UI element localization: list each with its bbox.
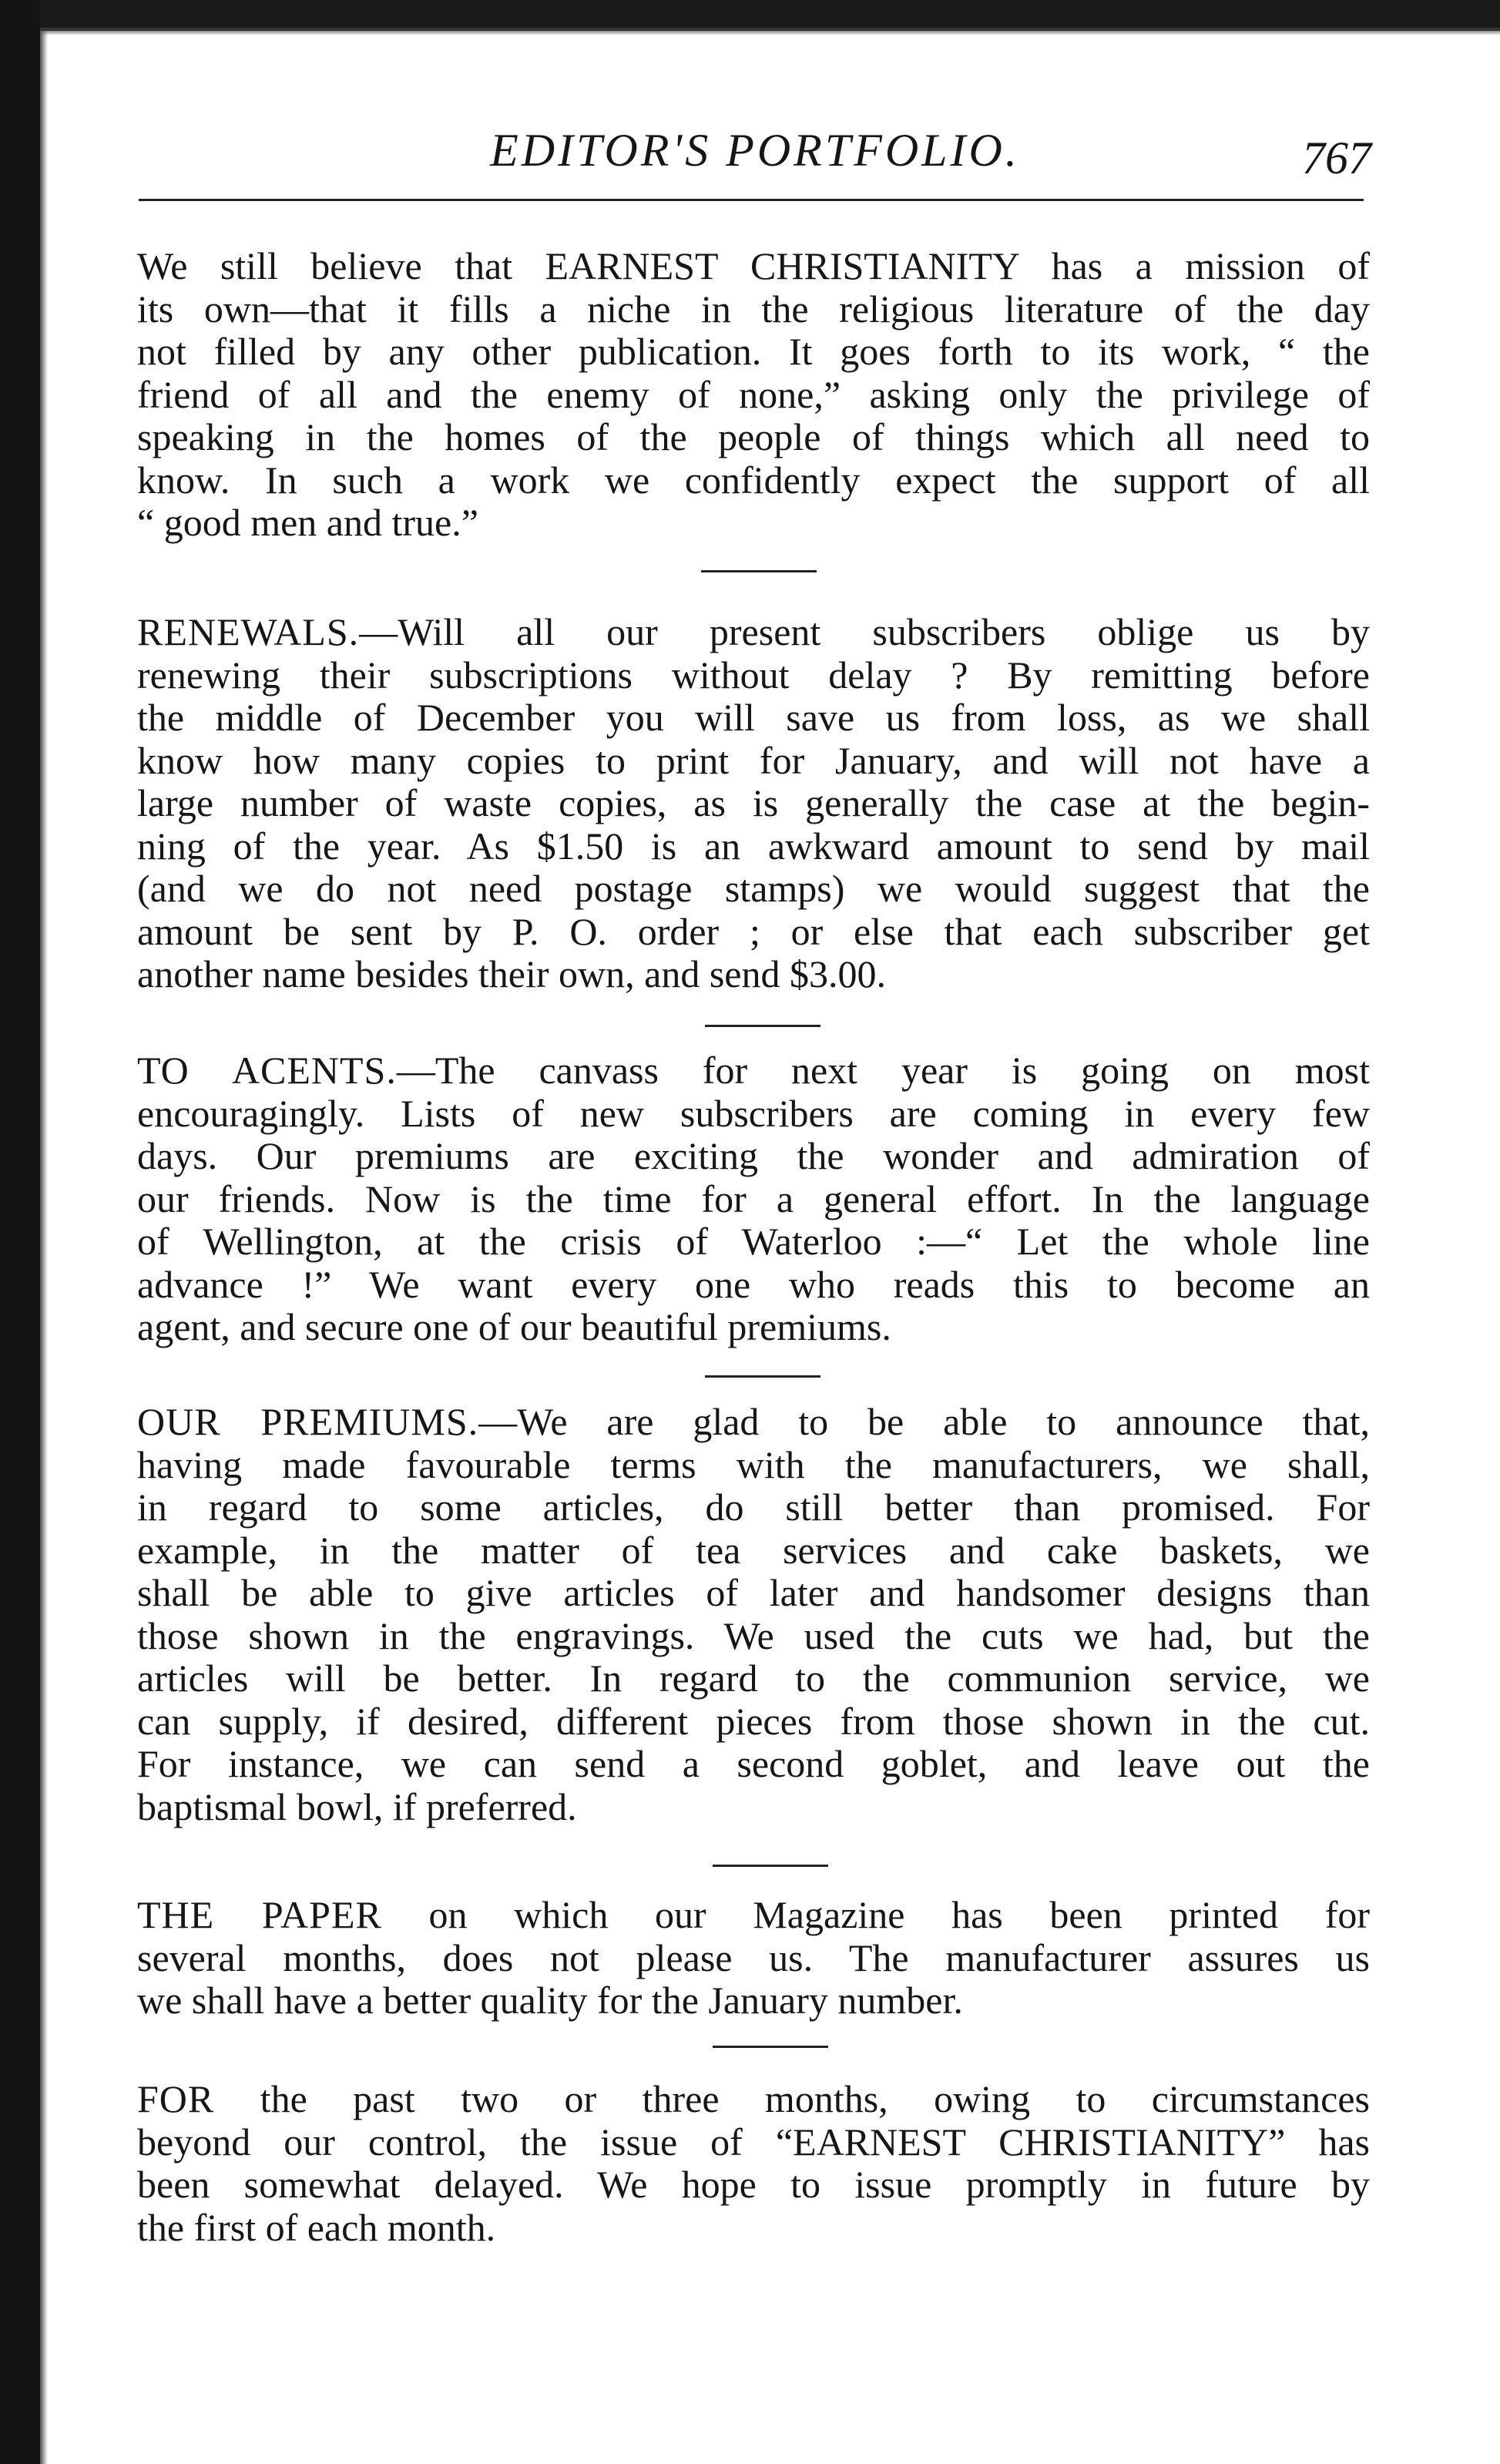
text-line: we shall have a better quality for the January number. bbox=[137, 1979, 963, 2022]
page-number: 767 bbox=[1302, 133, 1371, 183]
text-line: days. Our premiums are exciting the wonder and admiration of bbox=[137, 1134, 1370, 1177]
section-heading: OUR PREMIUMS. bbox=[137, 1400, 479, 1443]
text-line: those shown in the engravings. We used the cuts we had, but the bbox=[137, 1613, 1370, 1657]
text-line: example, in the matter of tea services and cake baskets, we bbox=[137, 1528, 1370, 1572]
text-line: FOR the past two or three months, owing to circumstances bbox=[137, 2077, 1370, 2120]
text-line: speaking in the homes of the people of things which all need to bbox=[137, 415, 1370, 458]
text-line: RENEWALS.—Will all our present subscribers oblige us by bbox=[137, 610, 1370, 653]
text-line: shall be able to give articles of later and handsomer designs than bbox=[137, 1571, 1370, 1614]
text-line: know how many copies to print for January, and will not have a bbox=[137, 738, 1370, 782]
scan-left-border bbox=[0, 0, 40, 2464]
text-line: of Wellington, at the crisis of Waterloo :—“ Let the whole line bbox=[137, 1220, 1370, 1263]
section-divider bbox=[705, 1375, 820, 1378]
paragraph-paper bbox=[137, 1894, 1370, 2023]
text-line: We still believe that EARNEST CHRISTIANITY has a mission of bbox=[137, 244, 1370, 287]
text-line: agent, and secure one of our beautiful premiums. bbox=[137, 1305, 891, 1348]
text-line: TO ACENTS.—The canvass for next year is going on most bbox=[137, 1049, 1370, 1092]
header-rule bbox=[139, 199, 1364, 201]
text-line: “ good men and true.” bbox=[137, 501, 478, 544]
paragraph-mission bbox=[137, 245, 1370, 545]
text-line: not filled by any other publication. It goes forth to its work, “ the bbox=[137, 330, 1370, 373]
text-line: in regard to some articles, do still better than promised. For bbox=[137, 1485, 1370, 1529]
paragraph-premiums bbox=[137, 1401, 1370, 1828]
text-line: ning of the year. As $1.50 is an awkward amount to send by mail bbox=[137, 824, 1370, 868]
section-divider bbox=[713, 1865, 828, 1867]
text-line: amount be sent by P. O. order ; or else that each subscriber get bbox=[137, 909, 1370, 953]
text-line: beyond our control, the issue of “EARNEST CHRISTIANITY” has bbox=[137, 2120, 1370, 2164]
section-heading: TO ACENTS. bbox=[137, 1049, 397, 1092]
text-line: THE PAPER on which our Magazine has been printed for bbox=[137, 1893, 1370, 1936]
section-heading: THE PAPER bbox=[137, 1893, 382, 1936]
text-line: articles will be better. In regard to the communion service, we bbox=[137, 1657, 1370, 1700]
page-header bbox=[139, 116, 1371, 185]
text-line: can supply, if desired, different pieces from those shown in the cut. bbox=[137, 1699, 1370, 1743]
text-line: (and we do not need postage stamps) we would suggest that the bbox=[137, 867, 1370, 910]
text-line: renewing their subscriptions without delay ? By remitting before bbox=[137, 653, 1370, 697]
section-heading: FOR bbox=[137, 2077, 215, 2120]
paragraph-renewals bbox=[137, 611, 1370, 996]
paragraph-agents bbox=[137, 1049, 1370, 1349]
paragraph-delay bbox=[137, 2078, 1370, 2249]
text-line: baptismal bowl, if preferred. bbox=[137, 1784, 577, 1828]
text-line: several months, does not please us. The manufacturer assures us bbox=[137, 1935, 1370, 1979]
text-line: For instance, we can send a second goblet, and leave out the bbox=[137, 1742, 1370, 1785]
text-line: our friends. Now is the time for a general effort. In the language bbox=[137, 1177, 1370, 1220]
scan-left-shadow bbox=[40, 31, 48, 2464]
text-line: its own—that it fills a niche in the religious literature of the day bbox=[137, 287, 1370, 331]
section-divider bbox=[705, 1025, 820, 1027]
section-heading: RENEWALS. bbox=[137, 610, 360, 653]
text-line: the first of each month. bbox=[137, 2205, 496, 2249]
text-line: OUR PREMIUMS.—We are glad to be able to announce that, bbox=[137, 1400, 1371, 1443]
text-line: been somewhat delayed. We hope to issue promptly in future by bbox=[137, 2163, 1370, 2206]
text-line: friend of all and the enemy of none,” asking only the privilege of bbox=[137, 372, 1370, 416]
section-divider bbox=[701, 570, 817, 572]
text-line: another name besides their own, and send $3.00. bbox=[137, 952, 886, 995]
text-line: encouragingly. Lists of new subscribers are coming in every few bbox=[137, 1091, 1370, 1135]
section-divider bbox=[713, 2046, 828, 2048]
text-line: large number of waste copies, as is generally the case at the begin- bbox=[137, 781, 1370, 824]
running-head: EDITOR'S PORTFOLIO. bbox=[490, 125, 1020, 176]
text-line: the middle of December you will save us from loss, as we shall bbox=[137, 696, 1370, 739]
scan-top-border bbox=[0, 0, 1500, 31]
text-line: advance !” We want every one who reads this to become an bbox=[137, 1262, 1370, 1306]
text-line: having made favourable terms with the manufacturers, we shall, bbox=[137, 1442, 1370, 1486]
text-line: know. In such a work we confidently expect the support of all bbox=[137, 458, 1370, 502]
